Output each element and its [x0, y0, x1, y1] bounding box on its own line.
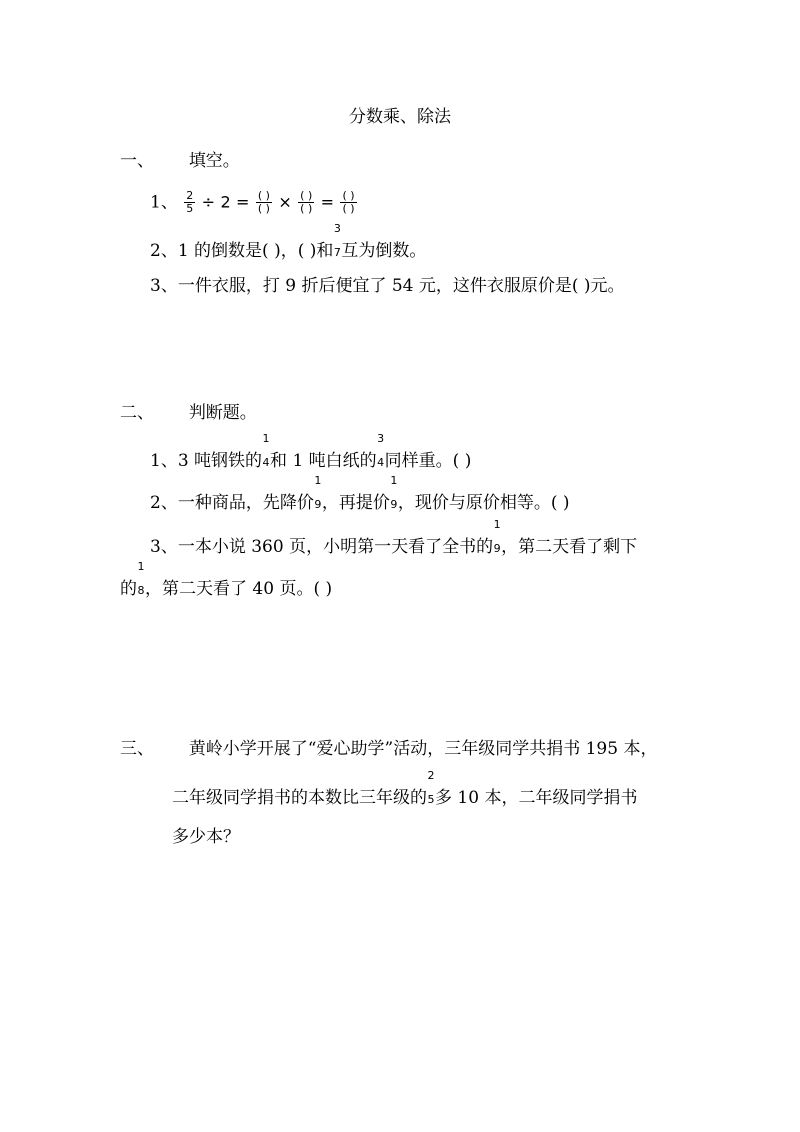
question-text: 互为倒数。 — [341, 241, 427, 261]
question-text: 3、一本小说 360 页，小明第一天看了全书的 — [150, 537, 494, 557]
fraction-one-ninth: 1 9 — [314, 474, 322, 511]
question-1-1 — [150, 187, 358, 218]
section2-title: 判断题。 — [188, 403, 257, 423]
question-2-3-line2 — [120, 560, 333, 602]
section1-heading — [120, 150, 240, 172]
equals-sign: = — [320, 192, 335, 212]
fraction-two-fifths: $\frac{2}{5}$ — [186, 189, 194, 215]
section3-heading — [120, 738, 657, 760]
fraction-two-fifths: 2 5 — [427, 769, 435, 806]
problem-line-2 — [172, 769, 638, 811]
question-2-1 — [150, 432, 472, 474]
question-text: 2、1 的倒数是( )，( )和 — [150, 241, 334, 261]
question-label: 1、 — [150, 192, 178, 213]
question-text: 3、一件衣服，打 9 折后便宜了 54 元，这件衣服原价是( )元。 — [150, 276, 625, 296]
question-text: 的 — [120, 579, 137, 599]
question-text: 2、一种商品，先降价 — [150, 493, 314, 513]
question-text: 1、3 吨钢铁的 — [150, 451, 263, 471]
section1-number: 一、 — [120, 151, 154, 171]
fraction-three-quarters: 3 4 — [377, 432, 385, 469]
equals-sign: = — [236, 192, 250, 212]
blank-fraction: $\frac{( )}{( )}$ — [300, 189, 313, 215]
section3-number: 三、 — [120, 739, 154, 759]
section2-heading — [120, 402, 257, 424]
fraction-one-eighth: 1 8 — [137, 560, 145, 597]
question-text: 多 10 本，二年级同学捐书 — [435, 788, 638, 808]
question-text: 同样重。( ) — [384, 451, 472, 471]
fraction-one-ninth: 1 9 — [390, 474, 398, 511]
question-text: 多少本？ — [172, 827, 240, 847]
problem-line-3 — [172, 826, 240, 848]
fraction-one-ninth: 1 9 — [493, 518, 501, 555]
question-text: 二年级同学捐书的本数比三年级的 — [172, 788, 427, 808]
question-text: ，现价与原价相等。( ) — [397, 493, 570, 513]
question-1-3 — [150, 275, 625, 297]
question-text: ，第二天看了 40 页。( ) — [145, 579, 333, 599]
fraction-one-quarter: 1 4 — [262, 432, 270, 469]
page-title: 分数乘、除法 — [349, 107, 451, 127]
divide-sign: ÷ — [201, 192, 216, 212]
blank-fraction: $\frac{( )}{( )}$ — [257, 189, 270, 215]
section2-number: 二、 — [120, 403, 154, 423]
question-2-2 — [150, 474, 570, 516]
question-text: ，再提价 — [321, 493, 390, 513]
times-sign: × — [278, 192, 292, 212]
question-text: 和 1 吨白纸的 — [270, 451, 377, 471]
question-text: ，第二天看了剩下 — [501, 537, 638, 557]
number-two: 2 — [220, 192, 231, 212]
blank-fraction: $\frac{( )}{( )}$ — [342, 189, 355, 215]
question-2-3-line1 — [150, 518, 638, 560]
question-1-2 — [150, 222, 427, 264]
fraction-three-sevenths: 3 7 — [333, 222, 341, 259]
section1-title: 填空。 — [188, 151, 240, 171]
problem-line-1: 黄岭小学开展了“爱心助学”活动，三年级同学共捐书 195 本， — [188, 739, 658, 759]
